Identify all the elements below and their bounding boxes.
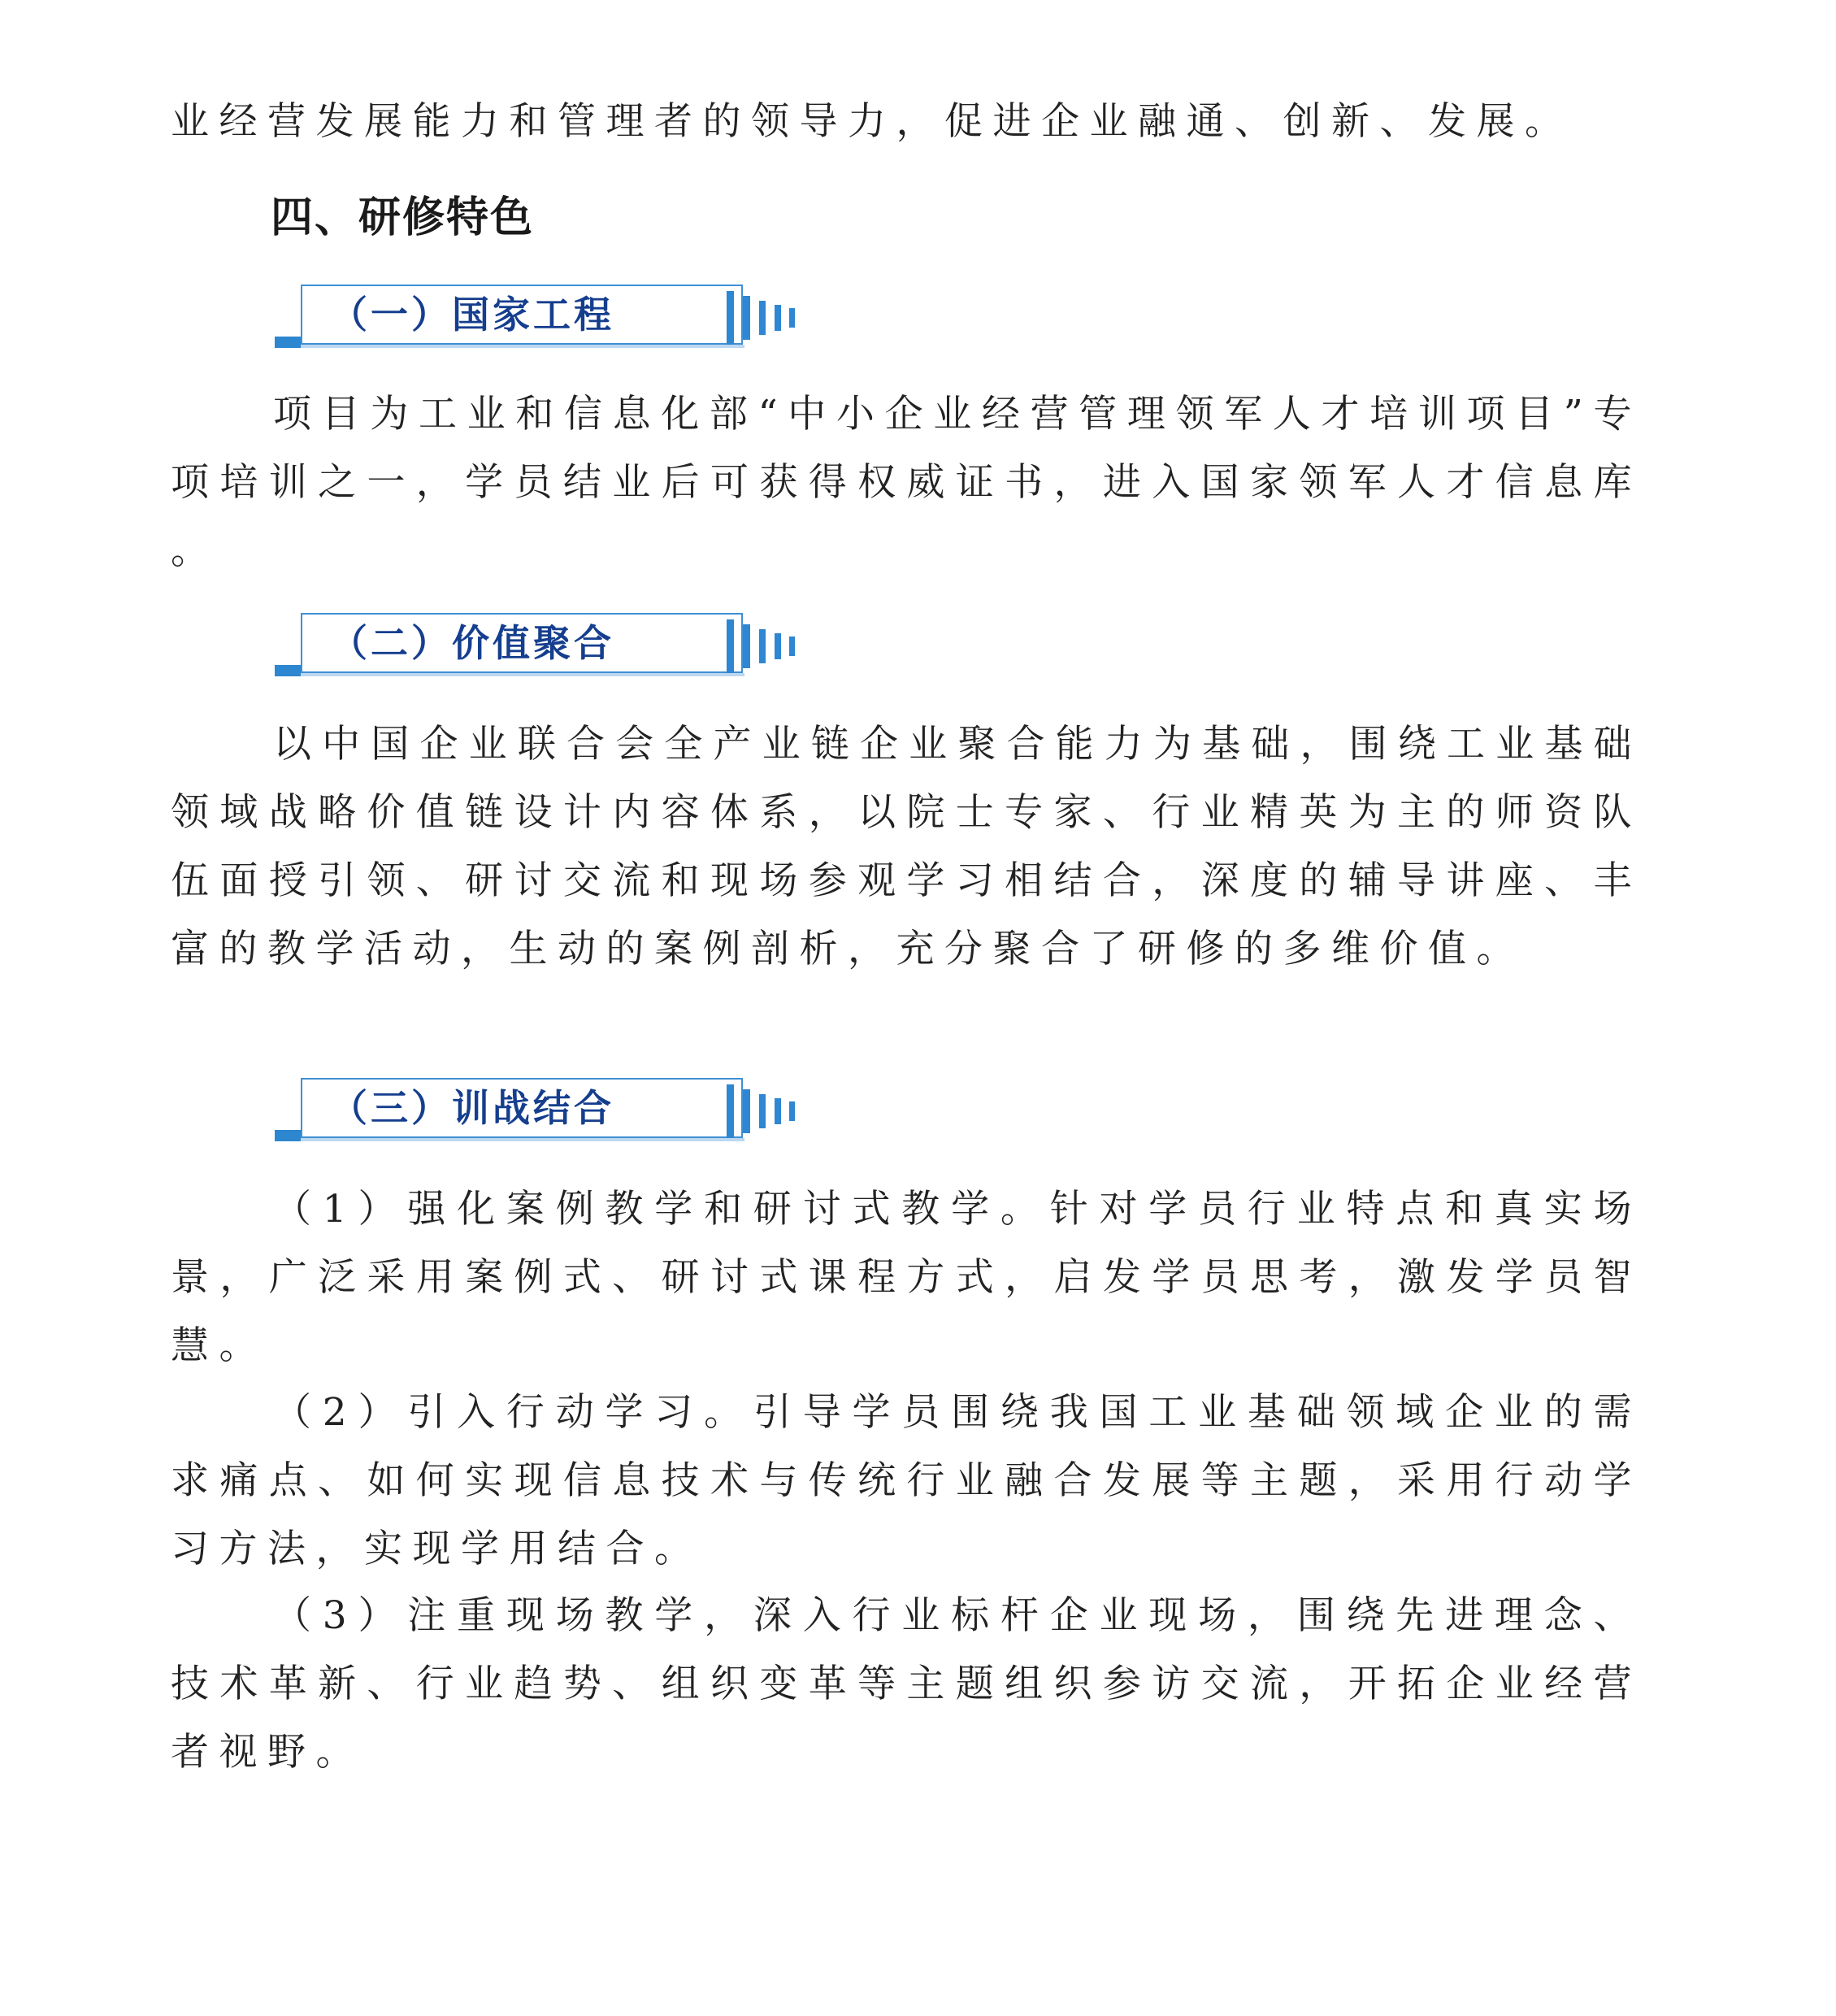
paragraph-value-aggregation: 以中国企业联合会全产业链企业聚合能力为基础，围绕工业基础领域战略价值链设计内容体系，以院士专家、行业精英为主的师资队伍面授引领、研讨交流和现场参观学习相结合，深度的辅导讲座、丰富的教学活动，生动的案例剖析，充分聚合了研修的多维价值。 xyxy=(171,722,1642,971)
paragraph-intro-tail: 业经营发展能力和管理者的领导力，促进企业融通、创新、发展。 xyxy=(171,99,1573,144)
section-label-title: （三）训战结合 xyxy=(330,1086,614,1130)
paragraph-national-project: 项目为工业和信息化部“中小企业经营管理领军人才培训项目”专项培训之一，学员结业后可获得权威证书，进入国家领军人才信息库。 xyxy=(171,392,1642,573)
section-label-national-project xyxy=(275,285,811,354)
section-label-value-aggregation xyxy=(275,613,811,683)
section-heading: 四、研修特色 xyxy=(271,193,535,242)
list-item-action-learning: （2）引入行动学习。引导学员围绕我国工业基础领域企业的需求痛点、如何实现信息技术与传统行业融合发展等主题，采用行动学习方法，实现学用结合。 xyxy=(171,1390,1642,1571)
section-label-training-combat xyxy=(275,1078,811,1148)
list-item-field-teaching: （3）注重现场教学，深入行业标杆企业现场，围绕先进理念、技术革新、行业趋势、组织变革等主题组织参访交流，开拓企业经营者视野。 xyxy=(171,1593,1642,1775)
section-label-underline xyxy=(301,1138,744,1141)
decorative-bars-icon xyxy=(727,291,816,345)
list-item-case-teaching: （1）强化案例教学和研讨式教学。针对学员行业特点和真实场景，广泛采用案例式、研讨式课程方式，启发学员思考，激发学员智慧。 xyxy=(171,1187,1642,1368)
section-label-corner xyxy=(275,1130,301,1141)
section-label-corner xyxy=(275,665,301,676)
decorative-bars-icon xyxy=(727,619,816,673)
section-label-underline xyxy=(301,345,744,348)
section-label-title: （二）价值聚合 xyxy=(330,621,614,665)
section-label-underline xyxy=(301,673,744,676)
decorative-bars-icon xyxy=(727,1084,816,1138)
section-label-title: （一）国家工程 xyxy=(330,293,614,337)
section-label-corner xyxy=(275,337,301,348)
